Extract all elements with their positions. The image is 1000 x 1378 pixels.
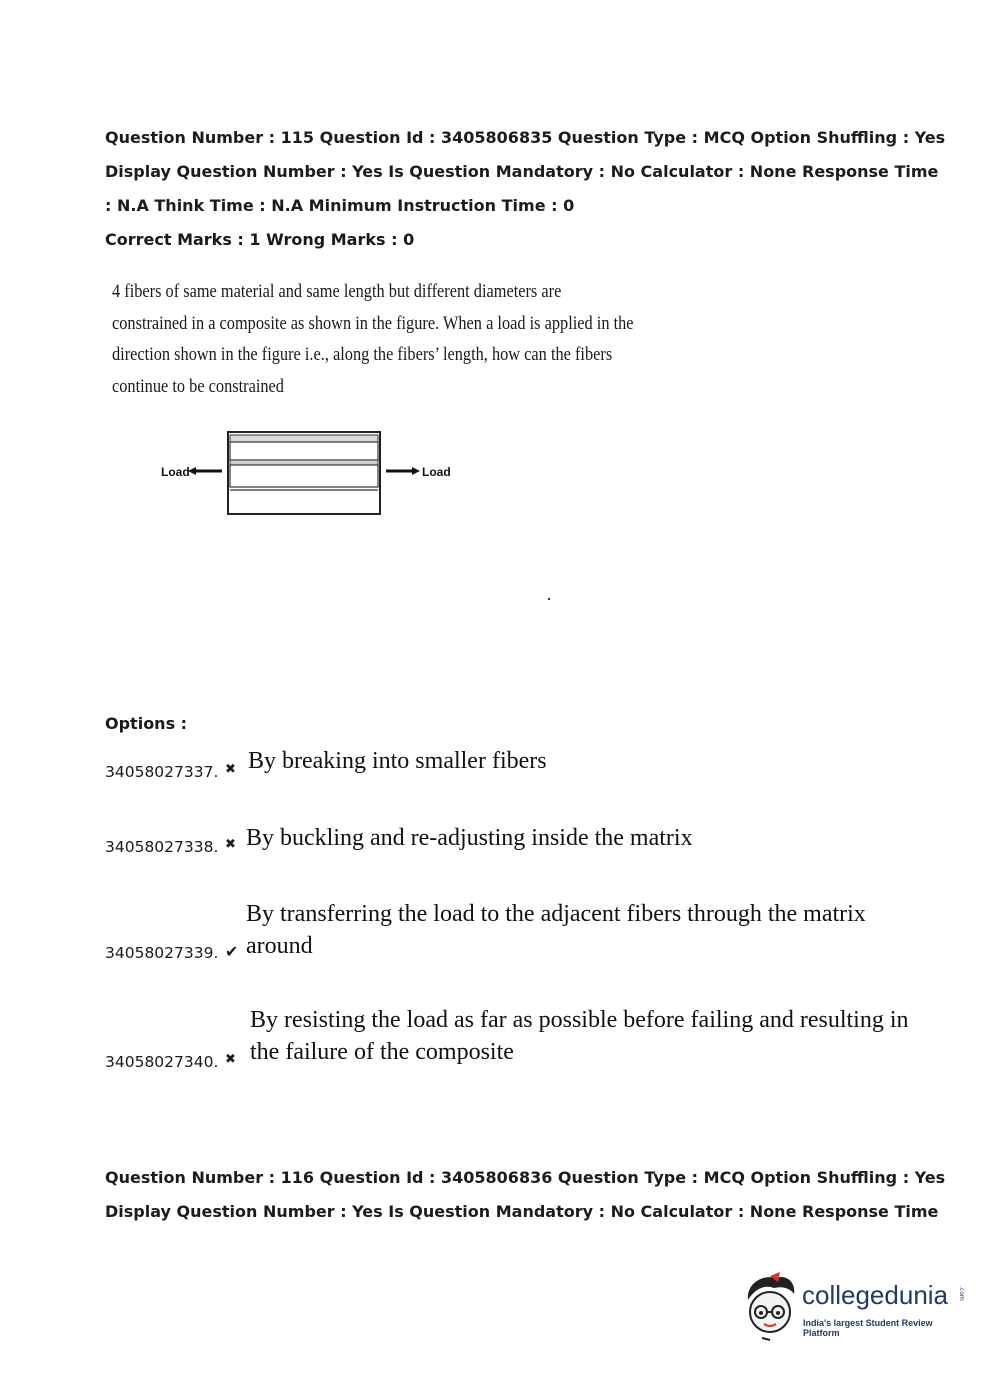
fiber-2 <box>230 442 378 460</box>
option-text-line: By resisting the load as far as possible before failing and resulting in <box>250 1007 909 1033</box>
brand-tagline: India's largest Student Review Platform <box>803 1318 933 1338</box>
option-text-line: By buckling and re-adjusting inside the matrix <box>246 825 693 851</box>
option-id: 34058027340. <box>105 1053 219 1071</box>
question-text-line: continue to be constrained <box>112 375 284 397</box>
option-text-line: the failure of the composite <box>250 1039 514 1065</box>
left-load-label: Load <box>161 465 190 479</box>
meta-line: Display Question Number : Yes Is Question Mandatory : No Calculator : None Response Time <box>105 1202 939 1221</box>
option-id: 34058027338. <box>105 838 219 856</box>
question-116-meta <box>105 1161 946 1229</box>
option-text-line: By transferring the load to the adjacent fibers through the matrix <box>246 901 866 927</box>
collegedunia-logo <box>740 1272 970 1342</box>
correct-check-icon: ✔ <box>225 942 239 961</box>
marks-line: Correct Marks : 1 Wrong Marks : 0 <box>105 230 415 249</box>
mascot-icon <box>740 1272 802 1342</box>
option-text <box>248 745 547 777</box>
stray-dot <box>548 598 550 600</box>
right-arrowhead <box>412 467 420 475</box>
option-id: 34058027339. <box>105 944 219 962</box>
wrong-mark-icon: ✖ <box>225 837 236 852</box>
meta-line: : N.A Think Time : N.A Minimum Instruction Time : 0 <box>105 196 575 215</box>
fiber-composite-figure <box>150 420 470 534</box>
options-label: Options : <box>105 714 188 733</box>
fiber-4 <box>230 465 378 487</box>
composite-diagram <box>150 420 470 530</box>
brand-suffix: .com <box>958 1286 965 1301</box>
option-text-line: around <box>246 933 313 959</box>
wrong-mark-icon: ✖ <box>225 1052 236 1067</box>
fiber-3 <box>230 460 378 465</box>
option-id: 34058027337. <box>105 763 219 781</box>
option-text <box>246 898 866 962</box>
fiber-1 <box>230 435 378 442</box>
meta-line: Question Number : 115 Question Id : 3405806835 Question Type : MCQ Option Shuffling : Yes <box>105 128 946 147</box>
option-text <box>246 822 693 854</box>
brand-name: collegedunia <box>802 1280 949 1310</box>
right-load-label: Load <box>422 465 451 479</box>
question-text-line: 4 fibers of same material and same length but different diameters are <box>112 281 562 302</box>
question-text <box>112 276 634 402</box>
meta-line: Display Question Number : Yes Is Question Mandatory : No Calculator : None Response Time <box>105 162 939 181</box>
option-text <box>250 1004 909 1068</box>
question-115-meta <box>105 121 946 223</box>
question-text-line: constrained in a composite as shown in the figure. When a load is applied in the <box>112 312 634 334</box>
meta-line: Question Number : 116 Question Id : 3405806836 Question Type : MCQ Option Shuffling : Yes <box>105 1168 946 1187</box>
question-text-line: direction shown in the figure i.e., along the fibers’ length, how can the fibers <box>112 344 613 365</box>
wrong-mark-icon: ✖ <box>225 762 236 777</box>
option-text-line: By breaking into smaller fibers <box>248 748 547 774</box>
